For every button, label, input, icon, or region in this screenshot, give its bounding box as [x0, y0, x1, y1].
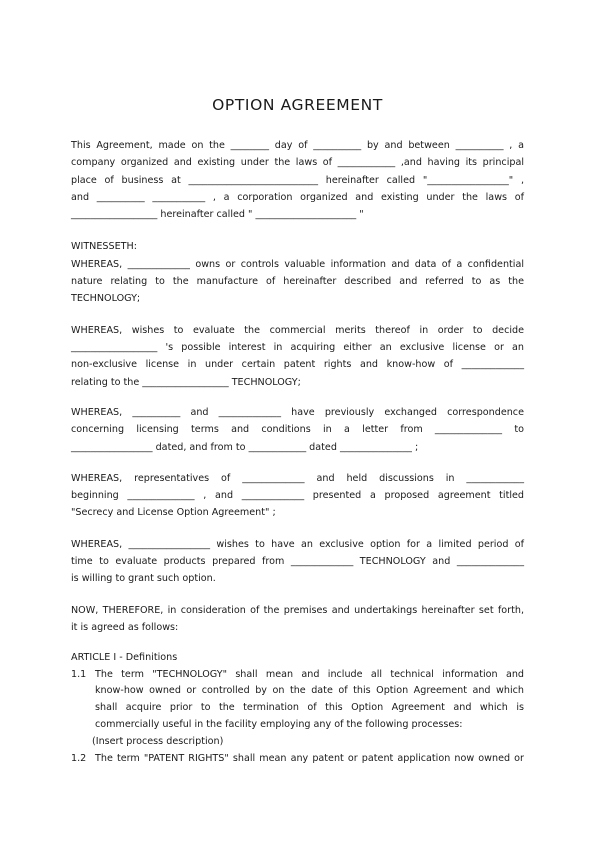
clause-text: [95, 667, 524, 734]
whereas-line: WHEREAS, _____________ owns or controls valuable information and data of a confidential: [71, 258, 524, 270]
clause-line: shall acquire prior to the termination of this Option Agreement and which is: [95, 702, 524, 714]
whereas-line: WHEREAS, representatives of _____________ and held discussions in ____________: [71, 472, 524, 484]
clause-text: [95, 751, 524, 768]
process-description-note: (Insert process description): [92, 735, 224, 747]
intro-line: and __________ ___________ , a corporation organized and existing under the laws of: [71, 191, 524, 203]
intro-paragraph: [71, 137, 524, 223]
clause-line: The term "PATENT RIGHTS" shall mean any patent or patent application now owned or: [95, 752, 524, 764]
whereas-line: WHEREAS, __________ and _____________ have previously exchanged correspondence: [71, 406, 524, 418]
whereas-line: nature relating to the manufacture of hereinafter described and referred to as the: [71, 276, 524, 288]
whereas-line: concerning licensing terms and conditions in a letter from ______________ to: [71, 424, 524, 436]
whereas-line: WHEREAS, wishes to evaluate the commercial merits thereof in order to decide: [71, 324, 524, 336]
now-therefore-line: it is agreed as follows:: [71, 621, 179, 633]
intro-line: __________________ hereinafter called " _____________________ ": [71, 209, 364, 221]
document-title: OPTION AGREEMENT: [212, 96, 383, 114]
clause-number: 1.1: [71, 668, 87, 680]
whereas-paragraph-4: [71, 470, 524, 522]
now-therefore-paragraph: [71, 602, 524, 637]
clause-1-1: [71, 667, 524, 734]
whereas-line: WHEREAS, _________________ wishes to have an exclusive option for a limited period of: [71, 538, 524, 550]
intro-line: place of business at ___________________________ hereinafter called "_________________" ,: [71, 174, 524, 186]
clause-number: 1.2: [71, 752, 87, 764]
whereas-line: beginning ______________ , and _____________ presented a proposed agreement titled: [71, 490, 524, 502]
article-heading: ARTICLE I - Definitions: [71, 652, 178, 664]
whereas-paragraph-3: [71, 404, 524, 456]
clause-line: The term "TECHNOLOGY" shall mean and include all technical information and: [95, 668, 524, 680]
clause-line: know-how owned or controlled by on the date of this Option Agreement and which: [95, 685, 524, 697]
whereas-line: non-exclusive license in under certain patent rights and know-how of _____________: [71, 359, 524, 371]
whereas-line: relating to the __________________ TECHNOLOGY;: [71, 376, 301, 388]
whereas-line: time to evaluate products prepared from _____________ TECHNOLOGY and ______________: [71, 556, 524, 568]
whereas-paragraph-5: [71, 536, 524, 588]
whereas-line: _________________ dated, and from to ____________ dated _______________ ;: [71, 441, 419, 453]
whereas-paragraph-1: [71, 256, 524, 308]
whereas-line: "Secrecy and License Option Agreement" ;: [71, 507, 276, 519]
now-therefore-line: NOW, THEREFORE, in consideration of the premises and undertakings hereinafter set forth,: [71, 604, 524, 616]
whereas-paragraph-2: [71, 322, 524, 391]
witnesseth-heading: WITNESSETH:: [71, 241, 137, 253]
intro-line: company organized and existing under the laws of ____________ ,and having its principal: [71, 157, 524, 169]
clause-1-2: [71, 751, 524, 768]
document-body: [71, 137, 524, 767]
whereas-line: is willing to grant such option.: [71, 573, 216, 585]
clause-line: commercially useful in the facility employing any of the following processes:: [95, 719, 463, 730]
whereas-line: __________________ 's possible interest in acquiring either an exclusive license or an: [71, 342, 524, 354]
intro-line: This Agreement, made on the ________ day of __________ by and between __________ , a: [71, 140, 524, 151]
whereas-line: TECHNOLOGY;: [71, 293, 141, 305]
